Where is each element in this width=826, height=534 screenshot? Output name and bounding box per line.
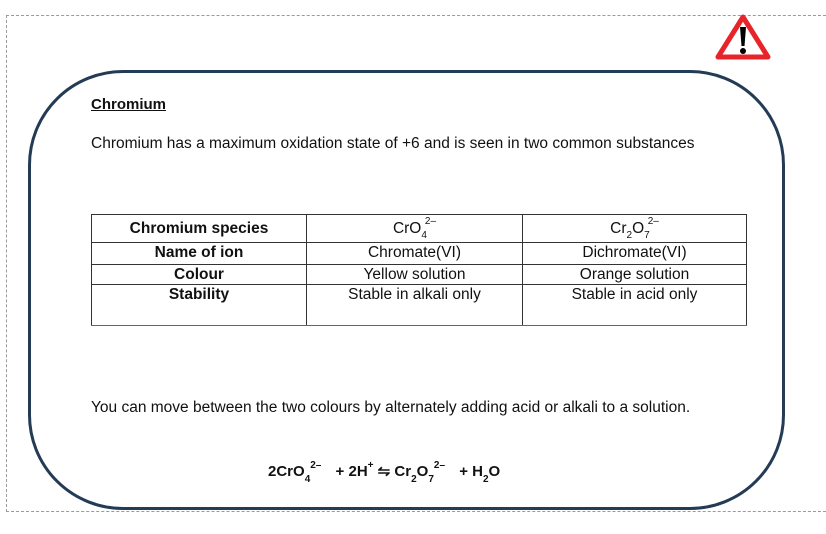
section-heading: Chromium — [91, 96, 166, 113]
outro-paragraph: You can move between the two colours by alternately adding acid or alkali to a solution. — [91, 399, 691, 416]
row-label: Stability — [92, 285, 307, 326]
warning-triangle-icon — [715, 14, 771, 60]
table-cell: Stable in acid only — [523, 285, 747, 326]
dichromate-formula: $Cr_2O_7^{2-}$ — [523, 215, 747, 243]
table-cell: Stable in alkali only — [307, 285, 523, 326]
table-row — [92, 265, 747, 285]
row-label: Colour — [92, 265, 307, 285]
table-row — [92, 243, 747, 265]
table-row — [92, 285, 747, 326]
intro-paragraph: Chromium has a maximum oxidation state of +6 and is seen in two common substances — [91, 135, 695, 152]
table-cell: Orange solution — [523, 265, 747, 285]
chromate-formula: CrO$_4^{2-}$ — [307, 215, 523, 243]
equilibrium-equation: 2CrO$_4^{2-}$ + 2H+ ⇋ $Cr_2O_7^{2-} + H_2O$ — [268, 460, 501, 485]
equilibrium-arrow-icon: ⇋ — [377, 463, 391, 480]
table-cell: Yellow solution — [307, 265, 523, 285]
table-cell: Chromate(VI) — [307, 243, 523, 265]
table-cell: Dichromate(VI) — [523, 243, 747, 265]
table-row — [92, 215, 747, 243]
row-label: Name of ion — [92, 243, 307, 265]
chromium-species-table — [91, 214, 747, 326]
row-label: Chromium species — [92, 215, 307, 243]
